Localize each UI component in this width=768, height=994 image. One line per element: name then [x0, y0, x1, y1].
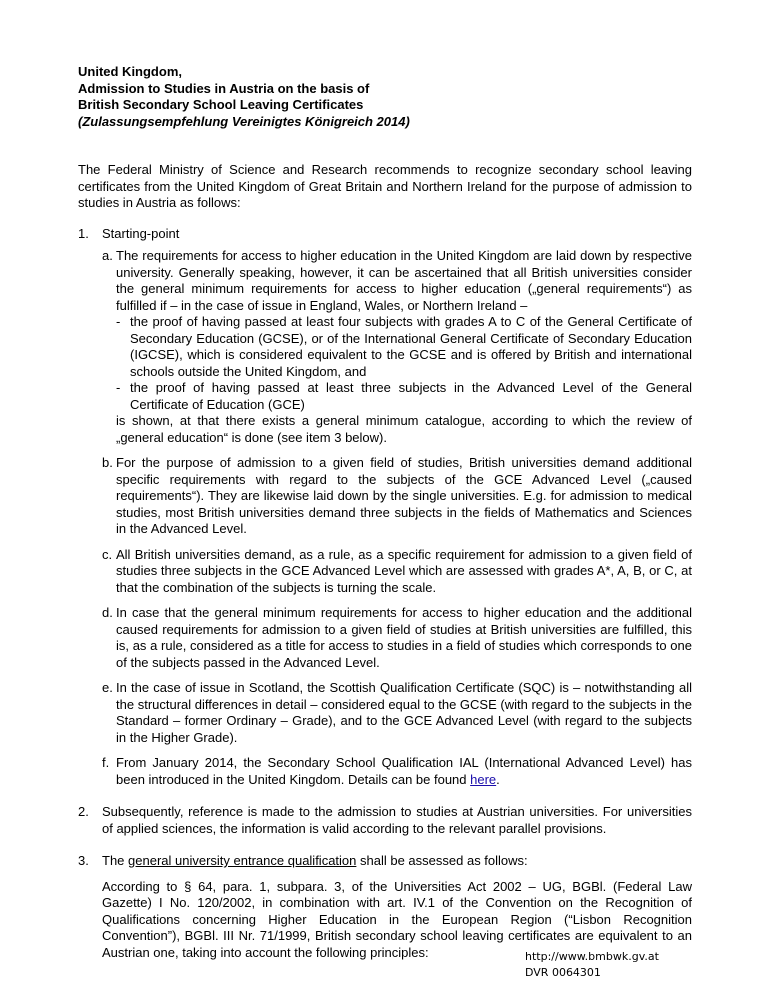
title-line-3: British Secondary School Leaving Certificates — [78, 97, 364, 112]
bullet-1-text: the proof of having passed at least four subjects with grades A to C of the General Certificate of Secondary Education (GCSE), or of the International General Certificate of Secondary Education (IGCSE), which is considered equivalent to the GCSE and is offered by British and international schools outside the United Kingdom, and — [130, 314, 692, 379]
item-a-letter: a. — [102, 248, 113, 263]
section-1 — [78, 226, 692, 789]
document-page — [78, 64, 692, 961]
title-line-1: United Kingdom, — [78, 64, 182, 79]
item-e — [102, 680, 692, 746]
section-2 — [78, 804, 692, 837]
footer-url: http://www.bmbwk.gv.at — [525, 950, 659, 963]
title-line-4: (Zulassungsempfehlung Vereinigtes Königreich 2014) — [78, 113, 410, 129]
section-3-paragraph: According to § 64, para. 1, subpara. 3, of the Universities Act 2002 – UG, BGBl. (Federal Law Gazette) I No. 120/2002, in combination with art. IV.1 of the Convention on the Recognition of Qualifications concerning Higher Education in the European Region (“Lisbon Recognition Convention”), BGBl. III Nr. 71/1999, British secondary school leaving certificates are equivalent to an Austrian one, taking into account the following principles: — [102, 878, 692, 960]
item-a-after: is shown, at that there exists a general minimum catalogue, according to which the review of „general education“ is done (see item 3 below). — [116, 413, 692, 445]
item-f-text: From January 2014, the Secondary School Qualification IAL (International Advanced Level) has been introduced in the United Kingdom. Details can be found — [116, 755, 692, 787]
section-1-number: 1. — [78, 225, 89, 241]
item-d — [102, 605, 692, 671]
item-b-letter: b. — [102, 455, 113, 470]
section-1-heading: Starting-point — [102, 225, 180, 241]
item-f — [102, 755, 692, 788]
item-f-letter: f. — [102, 755, 110, 770]
bullet-2: - the proof of having passed at least three subjects in the Advanced Level of the General Certificate of Education (GCE) — [116, 380, 692, 412]
section-3 — [78, 853, 692, 961]
intro-paragraph: The Federal Ministry of Science and Research recommends to recognize secondary school leaving certificates from the United Kingdom of Great Britain and Northern Ireland for the purpose of admission to studies in Austria as follows: — [78, 162, 692, 210]
here-link[interactable]: here — [470, 771, 497, 787]
item-a — [102, 248, 692, 446]
title-line-2: Admission to Studies in Austria on the basis of — [78, 80, 370, 96]
item-c-text: All British universities demand, as a rule, as a specific requirement for admission to a given field of studies three subjects in the GCE Advanced Level which are assessed with grades A*, A, B, or C, at that the combination of the subjects is turning the scale. — [116, 546, 692, 595]
item-f-end: . — [496, 771, 500, 787]
item-b-text: For the purpose of admission to a given field of studies, British universities demand additional specific requirements with regard to the subjects of the GCE Advanced Level („caused requirements“). They are likewise laid down by the single universities. E.g. for admission to medical studies, most British universities demand three subjects in the fields of Mathematics and Sciences in the Advanced Level. — [116, 455, 692, 536]
section-3-number: 3. — [78, 853, 89, 868]
item-b — [102, 455, 692, 538]
footer-dvr: DVR 0064301 — [525, 966, 601, 979]
section-2-number: 2. — [78, 804, 89, 819]
item-c-letter: c. — [102, 546, 113, 562]
item-d-text: In case that the general minimum requirements for access to higher education and the additional caused requirements for admission to a given field of studies at British universities are fulfilled, this is, as a rule, considered as a title for access to studies in a field of studies which corresponds to one of the subjects passed in the Advanced Level. — [116, 605, 692, 670]
bullet-1: - the proof of having passed at least four subjects with grades A to C of the General Certificate of Secondary Education (GCSE), or of the International General Certificate of Secondary Education (IGCSE), which is considered equivalent to the GCSE and is offered by British and international schools outside the United Kingdom, and — [116, 314, 692, 379]
item-c — [102, 547, 692, 597]
item-d-letter: d. — [102, 605, 113, 620]
document-title — [78, 64, 692, 130]
general-entrance-qualification: general university entrance qualification — [128, 853, 357, 868]
bullet-2-text: the proof of having passed at least three subjects in the Advanced Level of the General Certificate of Education (GCE) — [130, 380, 692, 412]
section-3-heading: The general university entrance qualification shall be assessed as follows: — [102, 853, 528, 868]
item-a-text: The requirements for access to higher education in the United Kingdom are laid down by respective university. Generally speaking, however, it can be ascertained that all British universities consider the general minimum requirements for access to higher education („general requirements“) as fulfilled if – in the case of issue in England, Wales, or Northern Ireland – — [116, 248, 692, 313]
item-e-letter: e. — [102, 680, 113, 695]
section-2-text: Subsequently, reference is made to the admission to studies at Austrian universities. For universities of applied sciences, the information is valid according to the relevant parallel provisions. — [102, 804, 692, 836]
footer — [525, 949, 659, 981]
item-e-text: In the case of issue in Scotland, the Scottish Qualification Certificate (SQC) is – notwithstanding all the structural differences in detail – considered equal to the GCSE (with regard to the subjects in the Standard – former Ordinary – Grade), and to the GCE Advanced Level (with regard to the subjects in the Higher Grade). — [116, 680, 692, 745]
